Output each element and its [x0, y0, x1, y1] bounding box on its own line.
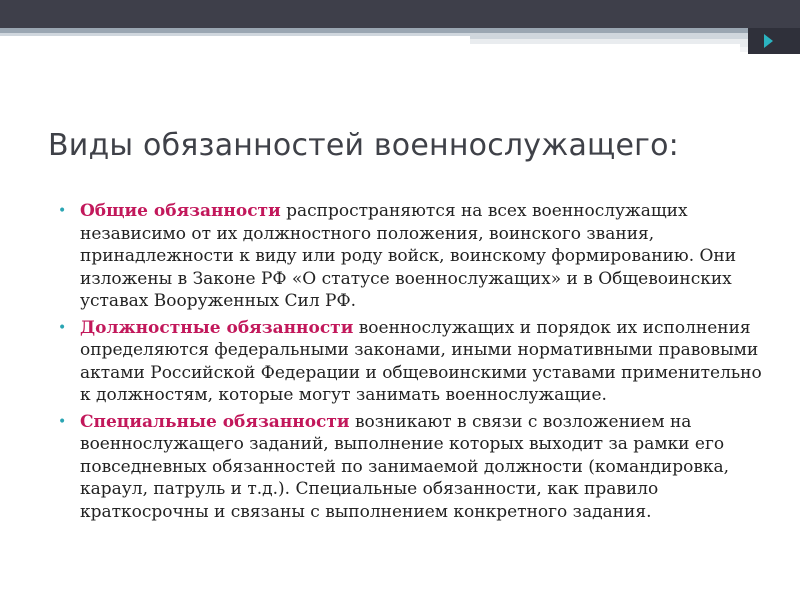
header-bar	[0, 0, 800, 28]
bullet-text: возникают в связи с возложением на военнослужащего заданий, выполнение которых выходит за рамки его повседневных обязанностей по занимаемой должности (командировка, караул, патруль и т.д.). Специальные обязанности, как правило краткосрочны и связаны с выполнением конкретного задания.	[80, 411, 730, 522]
bullet-list	[58, 200, 763, 527]
bullet-dot-icon: •	[58, 203, 67, 219]
bullet-item-general	[58, 200, 763, 313]
corner-ornament	[748, 28, 800, 54]
header-highlight	[470, 44, 740, 54]
bullet-item-official	[58, 317, 763, 407]
slide-title: Виды обязанностей военнослужащего:	[48, 128, 679, 163]
term-official: Должностные обязанности	[80, 317, 354, 338]
bullet-dot-icon: •	[58, 413, 67, 430]
bullet-item-special	[58, 411, 763, 524]
term-general: Общие обязанности	[80, 201, 281, 221]
bullet-text: распространяются на всех военнослужащих независимо от их должностного положения, воинского звания, принадлежности к виду или роду войск, воинскому формированию. Они изложены в Законе РФ «О статусе военнослужащих» и в Общевоинских уставах Вооруженных Сил РФ.	[80, 201, 737, 311]
header-highlight	[0, 36, 470, 54]
bullet-text: военнослужащих и порядок их исполнения определяются федеральными законами, иными нормативными правовыми актами Российской Федерации и общевоинскими уставами применительно к должностям, которые могут занимать военнослужащие.	[80, 317, 762, 405]
bullet-dot-icon: •	[58, 319, 67, 336]
chevron-right-icon	[764, 34, 773, 48]
term-special: Специальные обязанности	[80, 411, 350, 432]
